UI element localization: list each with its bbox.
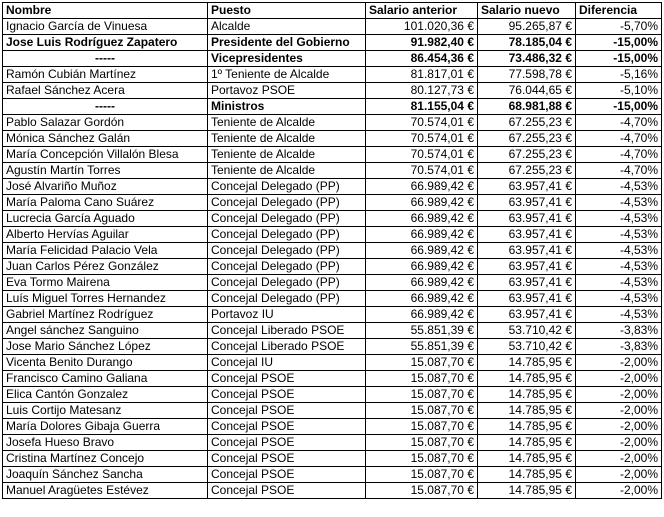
cell-nombre: Rafael Sánchez Acera: [3, 83, 208, 99]
cell-salario-nuevo: 14.785,95 €: [478, 483, 576, 499]
cell-nombre: -----: [3, 51, 208, 67]
cell-puesto: Concejal Delegado (PP): [208, 195, 366, 211]
cell-salario-nuevo: 53.710,42 €: [478, 323, 576, 339]
cell-diferencia: -4,53%: [576, 307, 662, 323]
cell-puesto: Concejal PSOE: [208, 387, 366, 403]
cell-diferencia: -4,70%: [576, 115, 662, 131]
cell-salario-nuevo: 78.185,04 €: [478, 35, 576, 51]
cell-salario-anterior: 66.989,42 €: [366, 211, 478, 227]
cell-diferencia: -2,00%: [576, 371, 662, 387]
cell-puesto: Teniente de Alcalde: [208, 163, 366, 179]
table-row: [3, 243, 662, 259]
cell-salario-nuevo: 77.598,78 €: [478, 67, 576, 83]
cell-diferencia: -2,00%: [576, 435, 662, 451]
cell-salario-anterior: 15.087,70 €: [366, 467, 478, 483]
cell-salario-nuevo: 63.957,41 €: [478, 227, 576, 243]
cell-salario-nuevo: 63.957,41 €: [478, 243, 576, 259]
table-row: [3, 483, 662, 499]
cell-puesto: Concejal Delegado (PP): [208, 259, 366, 275]
cell-salario-anterior: 15.087,70 €: [366, 355, 478, 371]
cell-salario-nuevo: 67.255,23 €: [478, 115, 576, 131]
cell-nombre: -----: [3, 99, 208, 115]
cell-salario-anterior: 66.989,42 €: [366, 259, 478, 275]
header-salario-anterior: Salario anterior: [366, 3, 478, 19]
cell-salario-anterior: 91.982,40 €: [366, 35, 478, 51]
cell-salario-nuevo: 63.957,41 €: [478, 291, 576, 307]
cell-nombre: Luis Cortijo Matesanz: [3, 403, 208, 419]
table-body: [3, 19, 662, 499]
cell-diferencia: -4,53%: [576, 179, 662, 195]
table-row: [3, 355, 662, 371]
cell-nombre: Angel sánchez Sanguino: [3, 323, 208, 339]
cell-puesto: Teniente de Alcalde: [208, 131, 366, 147]
cell-puesto: Portavoz PSOE: [208, 83, 366, 99]
cell-puesto: Concejal Delegado (PP): [208, 291, 366, 307]
cell-diferencia: -2,00%: [576, 467, 662, 483]
cell-diferencia: -2,00%: [576, 387, 662, 403]
cell-nombre: Jose Mario Sánchez López: [3, 339, 208, 355]
cell-diferencia: -5,10%: [576, 83, 662, 99]
salary-table: [2, 2, 662, 499]
cell-salario-anterior: 86.454,36 €: [366, 51, 478, 67]
table-row: [3, 371, 662, 387]
cell-puesto: Concejal PSOE: [208, 371, 366, 387]
cell-nombre: María Felicidad Palacio Vela: [3, 243, 208, 259]
cell-salario-anterior: 55.851,39 €: [366, 323, 478, 339]
cell-diferencia: -4,53%: [576, 243, 662, 259]
cell-puesto: Teniente de Alcalde: [208, 147, 366, 163]
cell-salario-anterior: 15.087,70 €: [366, 451, 478, 467]
cell-salario-nuevo: 63.957,41 €: [478, 307, 576, 323]
header-nombre: Nombre: [3, 3, 208, 19]
cell-diferencia: -3,83%: [576, 323, 662, 339]
cell-nombre: Ramón Cubián Martínez: [3, 67, 208, 83]
cell-puesto: Concejal PSOE: [208, 403, 366, 419]
cell-puesto: 1º Teniente de Alcalde: [208, 67, 366, 83]
cell-puesto: Concejal Liberado PSOE: [208, 339, 366, 355]
table-row: [3, 35, 662, 51]
cell-salario-nuevo: 63.957,41 €: [478, 179, 576, 195]
table-row: [3, 307, 662, 323]
cell-salario-nuevo: 63.957,41 €: [478, 275, 576, 291]
cell-nombre: Gabriel Martínez Rodríguez: [3, 307, 208, 323]
cell-puesto: Concejal Delegado (PP): [208, 211, 366, 227]
cell-salario-nuevo: 73.486,32 €: [478, 51, 576, 67]
cell-nombre: Joaquín Sánchez Sancha: [3, 467, 208, 483]
cell-diferencia: -4,53%: [576, 275, 662, 291]
cell-nombre: Jose Luis Rodríguez Zapatero: [3, 35, 208, 51]
cell-salario-nuevo: 67.255,23 €: [478, 131, 576, 147]
cell-puesto: Concejal Delegado (PP): [208, 243, 366, 259]
cell-puesto: Presidente del Gobierno: [208, 35, 366, 51]
cell-nombre: Manuel Aragüetes Estévez: [3, 483, 208, 499]
cell-nombre: Luís Miguel Torres Hernandez: [3, 291, 208, 307]
cell-nombre: Agustín Martín Torres: [3, 163, 208, 179]
header-row: [3, 3, 662, 19]
cell-nombre: Vicenta Benito Durango: [3, 355, 208, 371]
cell-puesto: Concejal PSOE: [208, 451, 366, 467]
cell-puesto: Ministros: [208, 99, 366, 115]
cell-nombre: Ignacio García de Vinuesa: [3, 19, 208, 35]
cell-salario-anterior: 81.817,01 €: [366, 67, 478, 83]
cell-salario-anterior: 15.087,70 €: [366, 387, 478, 403]
cell-salario-nuevo: 14.785,95 €: [478, 403, 576, 419]
cell-nombre: Alberto Hervías Aguilar: [3, 227, 208, 243]
cell-salario-nuevo: 68.981,88 €: [478, 99, 576, 115]
cell-puesto: Concejal PSOE: [208, 419, 366, 435]
cell-puesto: Concejal IU: [208, 355, 366, 371]
table-row: [3, 259, 662, 275]
cell-diferencia: -3,83%: [576, 339, 662, 355]
cell-nombre: Lucrecia García Aguado: [3, 211, 208, 227]
cell-salario-anterior: 15.087,70 €: [366, 419, 478, 435]
cell-salario-anterior: 66.989,42 €: [366, 307, 478, 323]
cell-diferencia: -5,70%: [576, 19, 662, 35]
cell-salario-anterior: 15.087,70 €: [366, 371, 478, 387]
table-row: [3, 339, 662, 355]
cell-salario-anterior: 15.087,70 €: [366, 403, 478, 419]
cell-salario-nuevo: 14.785,95 €: [478, 435, 576, 451]
cell-diferencia: -4,70%: [576, 163, 662, 179]
cell-salario-nuevo: 95.265,87 €: [478, 19, 576, 35]
table-row: [3, 51, 662, 67]
cell-nombre: Elica Cantón Gonzalez: [3, 387, 208, 403]
table-row: [3, 147, 662, 163]
cell-salario-nuevo: 63.957,41 €: [478, 211, 576, 227]
cell-salario-anterior: 66.989,42 €: [366, 243, 478, 259]
cell-diferencia: -4,70%: [576, 131, 662, 147]
cell-puesto: Concejal Liberado PSOE: [208, 323, 366, 339]
table-row: [3, 19, 662, 35]
table-row: [3, 115, 662, 131]
cell-puesto: Concejal Delegado (PP): [208, 227, 366, 243]
table-row: [3, 419, 662, 435]
cell-nombre: Mónica Sánchez Galán: [3, 131, 208, 147]
cell-diferencia: -2,00%: [576, 451, 662, 467]
cell-puesto: Concejal Delegado (PP): [208, 275, 366, 291]
cell-nombre: María Concepción Villalón Blesa: [3, 147, 208, 163]
cell-nombre: María Dolores Gibaja Guerra: [3, 419, 208, 435]
cell-salario-nuevo: 63.957,41 €: [478, 195, 576, 211]
cell-salario-anterior: 70.574,01 €: [366, 131, 478, 147]
cell-salario-nuevo: 67.255,23 €: [478, 163, 576, 179]
cell-nombre: Cristina Martínez Concejo: [3, 451, 208, 467]
cell-nombre: Eva Tormo Mairena: [3, 275, 208, 291]
cell-puesto: Concejal PSOE: [208, 467, 366, 483]
cell-salario-nuevo: 14.785,95 €: [478, 419, 576, 435]
cell-salario-anterior: 15.087,70 €: [366, 483, 478, 499]
cell-nombre: Francisco Camino Galiana: [3, 371, 208, 387]
cell-salario-anterior: 15.087,70 €: [366, 435, 478, 451]
table-row: [3, 275, 662, 291]
cell-puesto: Concejal PSOE: [208, 435, 366, 451]
table-row: [3, 467, 662, 483]
cell-nombre: Pablo Salazar Gordón: [3, 115, 208, 131]
table-row: [3, 387, 662, 403]
cell-puesto: Portavoz IU: [208, 307, 366, 323]
header-puesto: Puesto: [208, 3, 366, 19]
cell-diferencia: -4,53%: [576, 211, 662, 227]
table-row: [3, 211, 662, 227]
table-row: [3, 227, 662, 243]
table-row: [3, 451, 662, 467]
cell-diferencia: -5,16%: [576, 67, 662, 83]
cell-nombre: José Alvariño Muñoz: [3, 179, 208, 195]
cell-puesto: Alcalde: [208, 19, 366, 35]
cell-puesto: Concejal Delegado (PP): [208, 179, 366, 195]
cell-diferencia: -4,53%: [576, 195, 662, 211]
cell-nombre: María Paloma Cano Suárez: [3, 195, 208, 211]
cell-salario-nuevo: 14.785,95 €: [478, 467, 576, 483]
cell-salario-anterior: 66.989,42 €: [366, 291, 478, 307]
cell-salario-anterior: 101.020,36 €: [366, 19, 478, 35]
table-row: [3, 195, 662, 211]
cell-diferencia: -4,53%: [576, 227, 662, 243]
cell-salario-anterior: 55.851,39 €: [366, 339, 478, 355]
cell-salario-nuevo: 14.785,95 €: [478, 355, 576, 371]
cell-diferencia: -2,00%: [576, 355, 662, 371]
cell-salario-anterior: 66.989,42 €: [366, 227, 478, 243]
cell-diferencia: -2,00%: [576, 403, 662, 419]
table-row: [3, 291, 662, 307]
cell-salario-nuevo: 63.957,41 €: [478, 259, 576, 275]
cell-salario-nuevo: 14.785,95 €: [478, 451, 576, 467]
cell-diferencia: -4,53%: [576, 291, 662, 307]
cell-salario-anterior: 66.989,42 €: [366, 275, 478, 291]
cell-salario-nuevo: 76.044,65 €: [478, 83, 576, 99]
table-row: [3, 163, 662, 179]
table-row: [3, 403, 662, 419]
cell-diferencia: -15,00%: [576, 35, 662, 51]
cell-diferencia: -2,00%: [576, 483, 662, 499]
cell-diferencia: -15,00%: [576, 51, 662, 67]
cell-salario-nuevo: 14.785,95 €: [478, 387, 576, 403]
table-row: [3, 323, 662, 339]
header-diferencia: Diferencia: [576, 3, 662, 19]
cell-diferencia: -4,70%: [576, 147, 662, 163]
cell-puesto: Teniente de Alcalde: [208, 115, 366, 131]
table-row: [3, 179, 662, 195]
cell-puesto: Vicepresidentes: [208, 51, 366, 67]
table-row: [3, 83, 662, 99]
table-row: [3, 99, 662, 115]
cell-salario-anterior: 70.574,01 €: [366, 147, 478, 163]
cell-salario-anterior: 81.155,04 €: [366, 99, 478, 115]
cell-salario-anterior: 66.989,42 €: [366, 179, 478, 195]
cell-salario-anterior: 80.127,73 €: [366, 83, 478, 99]
table-row: [3, 435, 662, 451]
cell-salario-nuevo: 67.255,23 €: [478, 147, 576, 163]
cell-nombre: Josefa Hueso Bravo: [3, 435, 208, 451]
cell-salario-anterior: 66.989,42 €: [366, 195, 478, 211]
cell-nombre: Juan Carlos Pérez González: [3, 259, 208, 275]
table-row: [3, 131, 662, 147]
cell-puesto: Concejal PSOE: [208, 483, 366, 499]
cell-diferencia: -15,00%: [576, 99, 662, 115]
cell-diferencia: -4,53%: [576, 259, 662, 275]
cell-diferencia: -2,00%: [576, 419, 662, 435]
cell-salario-nuevo: 14.785,95 €: [478, 371, 576, 387]
header-salario-nuevo: Salario nuevo: [478, 3, 576, 19]
table-row: [3, 67, 662, 83]
cell-salario-anterior: 70.574,01 €: [366, 115, 478, 131]
cell-salario-anterior: 70.574,01 €: [366, 163, 478, 179]
cell-salario-nuevo: 53.710,42 €: [478, 339, 576, 355]
